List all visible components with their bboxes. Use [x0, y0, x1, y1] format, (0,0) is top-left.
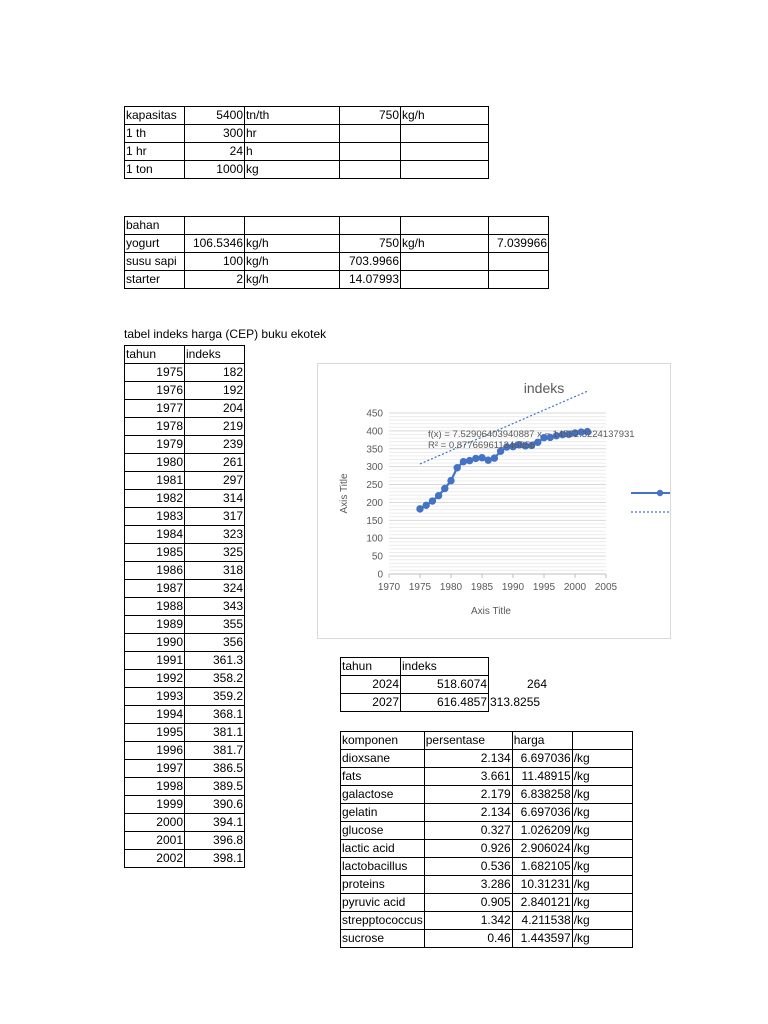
capacity-row	[125, 143, 489, 161]
table-cell[interactable]: 2.906024	[512, 840, 572, 858]
y-axis-title: Axis Title	[339, 473, 350, 514]
table-cell[interactable]: 381.7	[185, 742, 245, 760]
table-cell[interactable]	[401, 161, 489, 179]
table-cell[interactable]: 518.6074	[401, 676, 489, 694]
chart-svg	[318, 364, 670, 638]
x-tick-label: 1970	[377, 582, 401, 593]
table-cell[interactable]: 314	[185, 490, 245, 508]
index-row	[125, 544, 245, 562]
y-tick-label: 450	[366, 408, 383, 420]
table-cell[interactable]: 192	[185, 382, 245, 400]
table-cell[interactable]: 750	[340, 107, 401, 125]
table-cell[interactable]: 2027	[341, 694, 401, 712]
index-table-body	[125, 346, 245, 868]
header-cell[interactable]: tahun	[341, 658, 401, 676]
table-cell[interactable]: 386.5	[185, 760, 245, 778]
table-cell[interactable]: pyruvic acid	[341, 894, 425, 912]
table-cell[interactable]: galactose	[341, 786, 425, 804]
component-row	[341, 768, 633, 786]
table-cell[interactable]: 300	[185, 125, 245, 143]
y-tick-label: 400	[366, 426, 383, 438]
capacity-table-body	[125, 107, 489, 179]
table-cell[interactable]	[489, 271, 549, 289]
table-cell[interactable]: 368.1	[185, 706, 245, 724]
table-cell[interactable]: /kg	[572, 804, 632, 822]
index-row	[125, 832, 245, 850]
table-cell[interactable]: 2002	[125, 850, 185, 868]
table-cell[interactable]: 1981	[125, 472, 185, 490]
table-cell[interactable]: 396.8	[185, 832, 245, 850]
table-cell[interactable]: 1986	[125, 562, 185, 580]
x-tick-label: 1990	[501, 582, 525, 593]
y-tick-label: 0	[377, 569, 383, 581]
index-row	[125, 418, 245, 436]
index-row	[125, 454, 245, 472]
table-cell[interactable]: 1996	[125, 742, 185, 760]
table-cell[interactable]: 1985	[125, 544, 185, 562]
table-cell[interactable]: yogurt	[125, 235, 185, 253]
table-cell[interactable]: 1995	[125, 724, 185, 742]
index-row	[125, 634, 245, 652]
table-cell[interactable]: 355	[185, 616, 245, 634]
index-table	[124, 345, 245, 868]
table-cell[interactable]: gelatin	[341, 804, 425, 822]
table-cell[interactable]: 1983	[125, 508, 185, 526]
table-cell[interactable]: 1975	[125, 364, 185, 382]
table-cell[interactable]: glucose	[341, 822, 425, 840]
index-row	[125, 850, 245, 868]
table-cell[interactable]: 0.926	[424, 840, 512, 858]
index-row	[125, 652, 245, 670]
table-cell[interactable]: 2.840121	[512, 894, 572, 912]
projection-row	[341, 694, 549, 712]
table-cell[interactable]: lactic acid	[341, 840, 425, 858]
projection-table-body	[341, 658, 549, 712]
y-tick-label: 300	[366, 462, 383, 474]
y-tick-label: 200	[366, 497, 383, 509]
index-row	[125, 472, 245, 490]
material-table	[124, 216, 549, 289]
table-cell[interactable]	[489, 253, 549, 271]
table-cell[interactable]: 1982	[125, 490, 185, 508]
index-row	[125, 688, 245, 706]
table-cell[interactable]: 261	[185, 454, 245, 472]
table-cell[interactable]: 390.6	[185, 796, 245, 814]
table-cell[interactable]: /kg	[572, 876, 632, 894]
y-tick-label: 50	[371, 551, 383, 563]
table-cell[interactable]: 1984	[125, 526, 185, 544]
header-cell[interactable]: harga	[512, 732, 572, 750]
index-row	[125, 436, 245, 454]
component-row	[341, 750, 633, 768]
table-cell[interactable]: 297	[185, 472, 245, 490]
table-cell[interactable]: 24	[185, 143, 245, 161]
table-cell[interactable]: kg/h	[401, 235, 489, 253]
material-row	[125, 271, 549, 289]
table-cell[interactable]: 5400	[185, 107, 245, 125]
table-cell[interactable]	[340, 143, 401, 161]
table-cell[interactable]: 1977	[125, 400, 185, 418]
table-cell[interactable]: 11.48915	[512, 768, 572, 786]
table-cell[interactable]: 1.342	[424, 912, 512, 930]
index-row	[125, 706, 245, 724]
side-value-cell[interactable]: 313.8255	[490, 695, 541, 709]
table-cell[interactable]: 616.4857	[401, 694, 489, 712]
table-cell[interactable]: 398.1	[185, 850, 245, 868]
table-cell[interactable]: 1978	[125, 418, 185, 436]
axis-layer	[389, 574, 606, 578]
data-point	[448, 477, 454, 483]
table-cell[interactable]: 100	[185, 253, 245, 271]
data-point	[423, 502, 429, 508]
table-cell[interactable]: /kg	[572, 858, 632, 876]
table-cell[interactable]	[401, 271, 489, 289]
table-cell[interactable]: /kg	[572, 912, 632, 930]
table-cell[interactable]: 6.697036	[512, 804, 572, 822]
table-cell[interactable]: 1998	[125, 778, 185, 796]
projection-table	[340, 657, 549, 712]
table-cell[interactable]: 3.286	[424, 876, 512, 894]
table-cell[interactable]: 106.5346	[185, 235, 245, 253]
y-tick-label: 150	[366, 515, 383, 527]
component-row	[341, 912, 633, 930]
data-point	[442, 485, 448, 491]
table-cell[interactable]: 318	[185, 562, 245, 580]
index-row	[125, 580, 245, 598]
table-cell[interactable]: 1.443597	[512, 930, 572, 948]
table-cell[interactable]: 0.905	[424, 894, 512, 912]
header-cell[interactable]: indeks	[185, 346, 245, 364]
component-row	[341, 804, 633, 822]
table-cell[interactable]	[245, 217, 340, 235]
data-point	[466, 457, 472, 463]
table-cell[interactable]	[401, 217, 489, 235]
header-cell[interactable]: komponen	[341, 732, 425, 750]
table-cell[interactable]: 239	[185, 436, 245, 454]
table-cell[interactable]: kg/h	[245, 271, 340, 289]
table-cell[interactable]: 3.661	[424, 768, 512, 786]
table-cell[interactable]: 381.1	[185, 724, 245, 742]
table-cell[interactable]: 1979	[125, 436, 185, 454]
y-tick-label: 100	[366, 533, 383, 545]
header-cell[interactable]: tahun	[125, 346, 185, 364]
table-cell[interactable]: 394.1	[185, 814, 245, 832]
data-point	[535, 439, 541, 445]
table-cell[interactable]: 1993	[125, 688, 185, 706]
capacity-row	[125, 107, 489, 125]
legend-series-marker	[657, 490, 663, 496]
y-tick-label: 350	[366, 444, 383, 456]
index-row	[125, 814, 245, 832]
table-cell[interactable]: 6.838258	[512, 786, 572, 804]
table-cell[interactable]: 1980	[125, 454, 185, 472]
table-cell[interactable]: sucrose	[341, 930, 425, 948]
index-row-header-row	[125, 346, 245, 364]
table-cell[interactable]: hr	[245, 125, 340, 143]
index-row	[125, 670, 245, 688]
table-cell[interactable]: 343	[185, 598, 245, 616]
x-tick-label: 1985	[470, 582, 494, 593]
index-row	[125, 400, 245, 418]
x-tick-label: 1995	[532, 582, 556, 593]
table-cell[interactable]: 182	[185, 364, 245, 382]
material-row	[125, 253, 549, 271]
table-cell[interactable]: 1.026209	[512, 822, 572, 840]
x-tick-label: 2005	[594, 582, 618, 593]
table-cell[interactable]: /kg	[572, 768, 632, 786]
table-cell[interactable]: 1 th	[125, 125, 185, 143]
table-cell[interactable]: 324	[185, 580, 245, 598]
table-cell[interactable]: lactobacillus	[341, 858, 425, 876]
table-cell[interactable]: 1.682105	[512, 858, 572, 876]
index-row	[125, 796, 245, 814]
material-row	[125, 235, 549, 253]
chart-title: indeks	[523, 380, 565, 396]
table-cell[interactable]: bahan	[125, 217, 185, 235]
table-cell[interactable]: 1994	[125, 706, 185, 724]
component-row	[341, 840, 633, 858]
index-row	[125, 364, 245, 382]
component-row	[341, 894, 633, 912]
table-cell[interactable]: 0.327	[424, 822, 512, 840]
capacity-table	[124, 106, 489, 179]
table-cell[interactable]: 2.134	[424, 750, 512, 768]
table-cell[interactable]: 1000	[185, 161, 245, 179]
table-cell[interactable]: 10.31231	[512, 876, 572, 894]
index-row	[125, 526, 245, 544]
table-cell[interactable]: 2	[185, 271, 245, 289]
data-point	[491, 455, 497, 461]
trendline-r2: R² = 0.877669611346856	[428, 440, 536, 451]
data-point	[460, 458, 466, 464]
data-point	[473, 455, 479, 461]
index-row	[125, 724, 245, 742]
table-cell[interactable]: 219	[185, 418, 245, 436]
material-table-body	[125, 217, 549, 289]
table-cell[interactable]: 1987	[125, 580, 185, 598]
table-cell[interactable]: 2000	[125, 814, 185, 832]
index-row	[125, 778, 245, 796]
index-row	[125, 742, 245, 760]
table-cell[interactable]: 6.697036	[512, 750, 572, 768]
component-table-body	[341, 732, 633, 948]
legend-layer	[631, 490, 670, 512]
table-cell[interactable]: kg/h	[245, 253, 340, 271]
empty-cell[interactable]	[489, 658, 549, 676]
table-cell[interactable]	[489, 217, 549, 235]
data-point	[454, 465, 460, 471]
table-cell[interactable]: 750	[340, 235, 401, 253]
header-cell[interactable]: indeks	[401, 658, 489, 676]
index-row	[125, 760, 245, 778]
table-cell[interactable]: 356	[185, 634, 245, 652]
table-cell[interactable]: 4.211538	[512, 912, 572, 930]
table-cell[interactable]: 2.179	[424, 786, 512, 804]
table-cell[interactable]: kapasitas	[125, 107, 185, 125]
table-cell[interactable]: /kg	[572, 840, 632, 858]
data-point	[417, 506, 423, 512]
capacity-row	[125, 125, 489, 143]
table-cell[interactable]: 1976	[125, 382, 185, 400]
table-cell[interactable]	[401, 125, 489, 143]
component-table	[340, 731, 633, 948]
x-tick-label: 1980	[439, 582, 463, 593]
table-cell[interactable]: /kg	[572, 750, 632, 768]
table-cell[interactable]: 317	[185, 508, 245, 526]
data-point	[479, 455, 485, 461]
table-cell[interactable]: 0.536	[424, 858, 512, 876]
table-cell[interactable]: 7.039966	[489, 235, 549, 253]
table-cell[interactable]: 2.134	[424, 804, 512, 822]
table-cell[interactable]: 2024	[341, 676, 401, 694]
component-row-header-row	[341, 732, 633, 750]
material-row	[125, 217, 549, 235]
table-cell[interactable]: 1 hr	[125, 143, 185, 161]
y-tick-label: 250	[366, 480, 383, 492]
table-cell[interactable]: dioxsane	[341, 750, 425, 768]
index-row	[125, 616, 245, 634]
cep-caption: tabel indeks harga (CEP) buku ekotek	[124, 327, 327, 341]
table-cell[interactable]: kg/h	[245, 235, 340, 253]
table-cell[interactable]	[401, 143, 489, 161]
capacity-row	[125, 161, 489, 179]
table-cell[interactable]	[185, 217, 245, 235]
trendline-equation: f(x) = 7.52906403940887 x − 14562.3224137931	[428, 429, 635, 440]
table-cell[interactable]: 325	[185, 544, 245, 562]
table-cell[interactable]: tn/th	[245, 107, 340, 125]
table-cell[interactable]: /kg	[572, 822, 632, 840]
table-cell[interactable]: 1989	[125, 616, 185, 634]
x-tick-label: 1975	[408, 582, 432, 593]
table-cell[interactable]: 1992	[125, 670, 185, 688]
component-row	[341, 876, 633, 894]
index-chart[interactable]	[317, 363, 671, 639]
table-cell[interactable]: susu sapi	[125, 253, 185, 271]
component-row	[341, 930, 633, 948]
data-point	[435, 492, 441, 498]
table-cell[interactable]: 0.46	[424, 930, 512, 948]
data-point	[429, 498, 435, 504]
table-cell[interactable]: 2001	[125, 832, 185, 850]
table-cell[interactable]: /kg	[572, 786, 632, 804]
index-row	[125, 382, 245, 400]
table-cell[interactable]: 204	[185, 400, 245, 418]
index-row	[125, 508, 245, 526]
x-tick-label: 2000	[563, 582, 587, 593]
component-row	[341, 786, 633, 804]
table-cell[interactable]: 1988	[125, 598, 185, 616]
component-row	[341, 822, 633, 840]
table-cell[interactable]: 358.2	[185, 670, 245, 688]
table-cell[interactable]: /kg	[572, 894, 632, 912]
table-cell[interactable]: starter	[125, 271, 185, 289]
table-cell[interactable]: strepptococcus	[341, 912, 425, 930]
index-row	[125, 598, 245, 616]
table-cell[interactable]: 359.2	[185, 688, 245, 706]
x-axis-title: Axis Title	[470, 606, 512, 617]
table-cell[interactable]: kg/h	[401, 107, 489, 125]
data-point	[485, 457, 491, 463]
table-cell[interactable]	[340, 161, 401, 179]
active-cell[interactable]: 264	[526, 677, 547, 691]
table-cell[interactable]: 1 ton	[125, 161, 185, 179]
table-cell[interactable]: 14.07993	[340, 271, 401, 289]
table-cell[interactable]: fats	[341, 768, 425, 786]
component-row	[341, 858, 633, 876]
table-cell[interactable]: proteins	[341, 876, 425, 894]
table-cell[interactable]	[340, 217, 401, 235]
table-cell[interactable]: 361.3	[185, 652, 245, 670]
index-row	[125, 562, 245, 580]
table-cell[interactable]: h	[245, 143, 340, 161]
table-cell[interactable]	[340, 125, 401, 143]
projection-row	[341, 676, 549, 694]
table-cell[interactable]: 1990	[125, 634, 185, 652]
table-cell[interactable]: 1997	[125, 760, 185, 778]
table-cell[interactable]	[401, 253, 489, 271]
table-cell[interactable]: 323	[185, 526, 245, 544]
index-row	[125, 490, 245, 508]
header-cell[interactable]: persentase	[424, 732, 512, 750]
table-cell[interactable]: 703.9966	[340, 253, 401, 271]
projection-row-header-row	[341, 658, 549, 676]
header-cell[interactable]	[572, 732, 632, 750]
table-cell[interactable]: 389.5	[185, 778, 245, 796]
table-cell[interactable]: /kg	[572, 930, 632, 948]
table-cell[interactable]: 1999	[125, 796, 185, 814]
table-cell[interactable]: kg	[245, 161, 340, 179]
table-cell[interactable]: 1991	[125, 652, 185, 670]
